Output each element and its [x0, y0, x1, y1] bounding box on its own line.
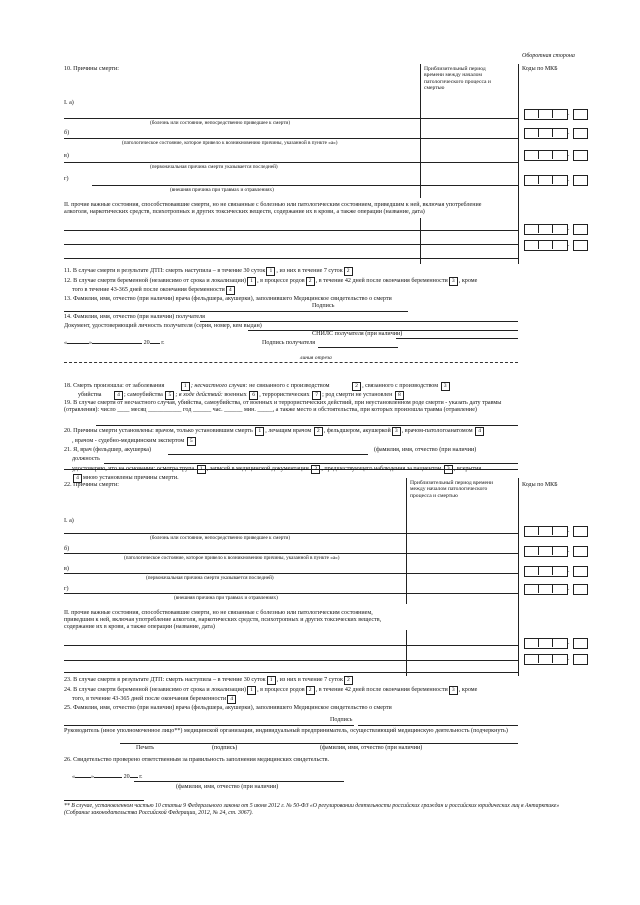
icd-code-cells-s10-3[interactable]	[524, 175, 568, 186]
icd-cell-sep	[552, 638, 553, 647]
s20-text-e: , врачом - судебно-медицинским экспертом	[72, 438, 185, 444]
s26-line	[134, 781, 344, 782]
icd-subcode-cell-s10-0[interactable]	[573, 109, 588, 120]
icd-cell-sep	[538, 546, 539, 555]
s10-row-g: г)	[64, 176, 69, 182]
s18-text-c: не связанного с производством	[249, 383, 330, 389]
s20-line2	[72, 437, 197, 446]
icd-code-cells-s22-2[interactable]	[524, 566, 568, 577]
s22-line-b	[64, 553, 518, 554]
s22-part2: II. прочие важные состояния, способствовавшие смерти, но не связанные с болезнью или патологическим состоянием, приведшим к ней, включая употребление алкоголя, наркотических средств, психотропных и других токсических веществ, содержание их в крови, а также операции (название, дата)	[64, 610, 382, 630]
s12-text-b: , в процессе родов	[257, 278, 305, 284]
icd-dot: .	[568, 528, 570, 534]
icd-code-cells-s22-4[interactable]	[524, 638, 568, 649]
s24-text-e: того, в течение 43-365 дней после окончания беременности	[72, 696, 227, 702]
s23-text-a: 23. В случае смерти в результате ДТП: смерть наступила – в течение 30 суток	[64, 677, 266, 683]
s10-part2-line2	[64, 244, 518, 245]
s18-box-3[interactable]: 3	[441, 382, 450, 391]
s10-note-v: (первоначальная причина смерти указывается последней)	[150, 164, 278, 170]
s14-snils: СНИЛС получателя (при наличии)	[312, 331, 403, 337]
s18-box-7[interactable]: 7	[312, 391, 321, 400]
icd-cell-sep	[552, 240, 553, 249]
s21-box-2[interactable]: 2	[311, 465, 320, 474]
icd-cell-sep	[552, 566, 553, 575]
s18-box-5[interactable]: 5	[165, 391, 174, 400]
s21-text-h: мною установлены причины смерти.	[83, 475, 179, 481]
s24-cont	[72, 695, 237, 704]
s11-text-a: 11. В случае смерти в результате ДТП: смерть наступила – в течение 30 суток	[64, 268, 266, 274]
s22-part2-line1	[64, 645, 518, 646]
icd-subcode-cell-s10-5[interactable]	[573, 240, 588, 251]
s26-text: 26. Свидетельство проверено ответственным за правильность заполнения медицинских свидетельств.	[64, 757, 329, 763]
icd-code-cells-s10-1[interactable]	[524, 128, 568, 139]
s10-line-a	[64, 118, 420, 119]
s13-text: 13. Фамилия, имя, отчество (при наличии) врача (фельдшера, акушерки), заполнившего Медицинское свидетельство о смерти	[64, 296, 392, 302]
s18-text-a: 18. Смерть произошла: от заболевания	[64, 383, 165, 389]
s12-box-4[interactable]: 4	[226, 286, 235, 295]
s10-codes-header: Коды по МКБ	[522, 66, 558, 72]
s23	[64, 676, 354, 685]
footnote: ** В случае, установленном частью 10 статьи 9 Федерального закона от 5 июня 2012 г. № 50-ФЗ «О регулировании деятельности российских граждан и российских юридических лиц в Антарктике» (Собрание законодательства Российской Федерации, 2012, № 24, ст. 3067).	[64, 803, 560, 816]
s18-text-d: , связанного с производством	[362, 383, 439, 389]
s10-row-a: I. а)	[64, 100, 74, 106]
s24-text-b: , в процессе родов	[257, 687, 305, 693]
s10-note-b: (патологическое состояние, которое привело к возникновению причины, указанной в пункте «а»)	[122, 140, 338, 146]
icd-cell-sep	[538, 128, 539, 137]
s18-text-e: убийства	[78, 392, 102, 398]
s20-text-a: 20. Причины смерти установлены: врачом, только установившим смерть	[64, 428, 253, 434]
icd-cell-sep	[552, 224, 553, 233]
s10-period-divider	[420, 64, 421, 198]
s26-date-open: «	[72, 774, 76, 780]
s21-b: (фамилия, имя, отчество (при наличии)	[374, 447, 477, 453]
icd-cell-sep	[538, 638, 539, 647]
s22-period-header: Приблизительный период времени между началом патологического процесса и смертью	[410, 480, 494, 499]
icd-cell-sep	[552, 546, 553, 555]
s20-text-b: , лечащим врачом	[265, 428, 312, 434]
icd-cell-sep	[552, 526, 553, 535]
icd-dot: .	[568, 242, 570, 248]
s22-note-v: (первоначальная причина смерти указывается последней)	[146, 575, 274, 581]
s22-title: 22. Причины смерти:	[64, 482, 119, 488]
icd-subcode-cell-s10-3[interactable]	[573, 175, 588, 186]
s21-text-d: удостоверяю, что на основании: осмотра трупа	[72, 466, 195, 472]
s12	[64, 277, 477, 286]
s14-doc: Документ, удостоверяющий личность получателя (серия, номер, кем выдан)	[64, 323, 262, 329]
s18-box-1[interactable]: 1	[181, 382, 190, 391]
s10-line-a-period	[420, 118, 518, 119]
s18-line2	[78, 391, 405, 400]
head-stamp: Печать	[136, 745, 155, 751]
s18-text-g: ; в ходе действий:	[175, 392, 223, 398]
s20-box-1[interactable]: 1	[255, 427, 264, 436]
s20-text-c: , фельдшером, акушеркой	[323, 428, 391, 434]
s21-text-f: , предшествующего наблюдения за пациентом	[321, 466, 442, 472]
s21-text-g: , вскрытия	[453, 466, 482, 472]
icd-code-cells-s10-2[interactable]	[524, 150, 568, 161]
s10-note-g: (внешняя причина при травмах и отравлениях)	[170, 187, 274, 193]
icd-subcode-cell-s22-1[interactable]	[573, 546, 588, 557]
s20-box-4[interactable]: 4	[475, 427, 484, 436]
s23-box-2[interactable]: 2	[344, 676, 353, 685]
s18-text-j: ; род смерти не установлен	[322, 392, 393, 398]
s25-sign: Подпись	[330, 717, 353, 723]
icd-cell-sep	[538, 526, 539, 535]
icd-code-cells-s22-3[interactable]	[524, 584, 568, 595]
icd-dot: .	[568, 656, 570, 662]
s24-box-2[interactable]: 2	[306, 686, 315, 695]
s22-row-b: б)	[64, 546, 70, 552]
s10-codes-divider	[518, 64, 519, 264]
s26-date-mid: »	[91, 774, 95, 780]
icd-cell-sep	[538, 566, 539, 575]
s20-box-2[interactable]: 2	[314, 427, 323, 436]
icd-dot: .	[568, 568, 570, 574]
icd-code-cells-s22-0[interactable]	[524, 526, 568, 537]
s22-note-a: (болезнь или состояние, непосредственно приведшее к смерти)	[150, 535, 291, 541]
s24	[64, 686, 477, 695]
s24-box-3[interactable]: 3	[449, 686, 458, 695]
s24-box-4[interactable]: 4	[227, 695, 236, 704]
icd-subcode-cell-s22-4[interactable]	[573, 638, 588, 649]
head-line	[120, 743, 518, 744]
s21-line-fio	[168, 454, 368, 455]
s14-date-open: «	[64, 340, 68, 346]
s13-sign-line	[338, 311, 408, 312]
s20-text-d: , врачом-патологоанатомом	[401, 428, 473, 434]
page-side-label: Оборотная сторона	[522, 53, 575, 59]
s18-box-6[interactable]: 6	[249, 391, 258, 400]
cut-line-label: линия отреза	[300, 355, 332, 361]
s26-fio: (фамилия, имя, отчество (при наличии)	[176, 784, 279, 790]
icd-subcode-cell-s22-2[interactable]	[573, 566, 588, 577]
s12-cont	[72, 286, 236, 295]
icd-cell-sep	[538, 109, 539, 118]
s22-part2-line3	[64, 672, 518, 673]
footnote-rule	[64, 800, 144, 801]
icd-dot: .	[568, 177, 570, 183]
s12-box-3[interactable]: 3	[449, 277, 458, 286]
icd-cell-sep	[538, 175, 539, 184]
s14-text: 14. Фамилия, имя, отчество (при наличии) получателя	[64, 314, 205, 320]
s22-period-divider-2	[406, 630, 407, 676]
s12-box-2[interactable]: 2	[306, 277, 315, 286]
icd-dot: .	[568, 548, 570, 554]
s20-box-5[interactable]: 5	[187, 437, 196, 446]
icd-cell-sep	[552, 128, 553, 137]
s23-text-b: , из них в течение 7 суток	[276, 677, 343, 683]
icd-cell-sep	[538, 240, 539, 249]
s21-a: 21. Я, врач (фельдшер, акушерка)	[64, 447, 151, 453]
s25-line	[64, 725, 354, 726]
s10-period-header: Приблизительный период времени между началом патологического процесса и смертью	[424, 66, 491, 92]
s10-part2-line3	[64, 258, 518, 259]
s24-text-d: , кроме	[458, 687, 478, 693]
s13-line	[64, 311, 364, 312]
s21-line-pos	[104, 463, 518, 464]
s11-text-b: , из них в течение 7 суток	[276, 268, 343, 274]
s18-box-4[interactable]: 4	[114, 391, 123, 400]
s10-line-v	[64, 162, 518, 163]
s11-box-1[interactable]: 1	[266, 267, 275, 276]
s14-line	[200, 321, 518, 322]
s26-year-suffix: г.	[139, 774, 143, 780]
s12-box-1[interactable]: 1	[247, 277, 256, 286]
s22-row-a: I. а)	[64, 518, 74, 524]
icd-subcode-cell-s10-2[interactable]	[573, 150, 588, 161]
s10-title: 10. Причины смерти:	[64, 66, 119, 72]
icd-cell-sep	[552, 584, 553, 593]
icd-subcode-cell-s22-0[interactable]	[573, 526, 588, 537]
s20-line1	[64, 427, 485, 436]
s25-text: 25. Фамилия, имя, отчество (при наличии) врача (фельдшера, акушерки), заполнившего Медицинское свидетельство о смерти	[64, 705, 392, 711]
head-text: Руководитель (иное уполномоченное лицо**) медицинской организации, индивидуальный предприниматель, осуществляющий медицинскую деятельность (подчеркнуть)	[64, 728, 508, 734]
s10-row-v: в)	[64, 153, 69, 159]
s18-box-2[interactable]: 2	[352, 382, 361, 391]
s22-row-v: в)	[64, 566, 69, 572]
s26-year: 20	[123, 774, 130, 780]
icd-cell-sep	[538, 584, 539, 593]
s18-line1	[64, 382, 451, 391]
icd-cell-sep	[552, 175, 553, 184]
s24-text-c: , в течение 42 дней после окончания беременности	[315, 687, 448, 693]
icd-cell-sep	[538, 224, 539, 233]
icd-code-cells-s10-4[interactable]	[524, 224, 568, 235]
s12-text-a: 12. В случае смерти беременной (независимо от срока и локализации)	[64, 278, 247, 284]
icd-code-cells-s10-5[interactable]	[524, 240, 568, 251]
s21-text-e: , записей в медицинской документации	[206, 466, 309, 472]
s14-snils-line	[396, 338, 518, 339]
s22-codes-divider	[518, 478, 519, 676]
cut-line	[64, 362, 518, 363]
s10-line-g	[92, 185, 518, 186]
s18-text-i: , террористических	[259, 392, 310, 398]
s11-box-2[interactable]: 2	[344, 267, 353, 276]
s26-date	[72, 774, 143, 781]
s22-line-v	[64, 573, 518, 574]
head-fio: (фамилия, имя, отчество (при наличии)	[320, 745, 423, 751]
icd-code-cells-s22-1[interactable]	[524, 546, 568, 557]
s14-year-suffix: г.	[161, 340, 165, 346]
s21-box-1[interactable]: 1	[197, 465, 206, 474]
s14-date	[64, 340, 165, 347]
s12-text-d: , кроме	[458, 278, 478, 284]
icd-subcode-cell-s10-1[interactable]	[573, 128, 588, 139]
icd-dot: .	[568, 586, 570, 592]
s23-box-1[interactable]: 1	[267, 676, 276, 685]
s21-line2	[72, 465, 481, 474]
icd-dot: .	[568, 130, 570, 136]
s12-text-c: , в течение 42 дней после окончания беременности	[315, 278, 448, 284]
icd-cell-sep	[552, 150, 553, 159]
s14-year: 20	[143, 340, 150, 346]
s12-text-e: того в течение 43-365 дней после окончания беременности	[72, 287, 225, 293]
icd-cell-sep	[538, 150, 539, 159]
s14-sign: Подпись получателя	[262, 340, 316, 346]
s22-note-b: (патологическое состояние, которое привело к возникновению причины, указанной в пункте «а»)	[124, 555, 340, 561]
s22-line-a	[64, 533, 518, 534]
s20-box-3[interactable]: 3	[392, 427, 401, 436]
icd-dot: .	[568, 640, 570, 646]
s10-part2-line1	[64, 230, 518, 231]
s18-text-h: военных	[224, 392, 247, 398]
s19: 19. В случае смерти от несчастного случая, убийства, самоубийства, от военных и террористических действий, при неустановленном роде смерти - указать дату травмы (отравления): число ____ месяц ___________ год ______ час. ______ мин. _____, а также место и обстоятельства, при которых произошла травма (отравление)	[64, 400, 502, 413]
s14-sign-line	[318, 347, 398, 348]
s19-line	[96, 425, 518, 426]
s22-line-g	[64, 593, 518, 594]
s25-sign-line	[358, 725, 518, 726]
s22-note-g: (внешняя причина при травмах и отравлениях)	[174, 595, 278, 601]
icd-code-cells-s10-0[interactable]	[524, 109, 568, 120]
s18-text-f: ; самоубийства	[124, 392, 163, 398]
s11	[64, 267, 354, 276]
s22-part2-line2	[64, 660, 518, 661]
s24-box-1[interactable]: 1	[247, 686, 256, 695]
icd-cell-sep	[552, 109, 553, 118]
s10-line-b	[64, 138, 518, 139]
icd-dot: .	[568, 226, 570, 232]
icd-dot: .	[568, 152, 570, 158]
icd-subcode-cell-s10-4[interactable]	[573, 224, 588, 235]
icd-subcode-cell-s22-3[interactable]	[573, 584, 588, 595]
s14-date-mid: »	[89, 340, 93, 346]
s10-part2: II. прочие важные состояния, способствовавшие смерти, но не связанные с болезнью или патологическим состоянием, приведшим к ней, включая употребление алкоголя, наркотических средств, психотропных и других токсических веществ, содержание их в крови, а также операции (название, дата)	[64, 202, 482, 215]
s21-c: должность	[72, 456, 100, 462]
s22-codes-header: Коды по МКБ	[522, 482, 558, 488]
icd-dot: .	[568, 111, 570, 117]
icd-cell-sep	[552, 654, 553, 663]
s21-box-3[interactable]: 3	[444, 465, 453, 474]
s10-row-b: б)	[64, 130, 70, 136]
s18-box-8[interactable]: 8	[395, 391, 404, 400]
head-sign: (подпись)	[212, 745, 238, 751]
s24-text-a: 24. В случае смерти беременной (независимо от срока и локализации)	[64, 687, 247, 693]
s22-period-divider	[406, 478, 407, 604]
icd-cell-sep	[538, 654, 539, 663]
s21-box-4[interactable]: 4	[73, 474, 82, 483]
icd-subcode-cell-s22-5[interactable]	[573, 654, 588, 665]
s13-sign: Подпись	[312, 303, 335, 309]
s22-row-g: г)	[64, 586, 69, 592]
s18-text-b: ; несчастного случая:	[190, 383, 248, 389]
icd-code-cells-s22-5[interactable]	[524, 654, 568, 665]
s10-note-a: (болезнь или состояние, непосредственно приведшее к смерти)	[150, 120, 291, 126]
